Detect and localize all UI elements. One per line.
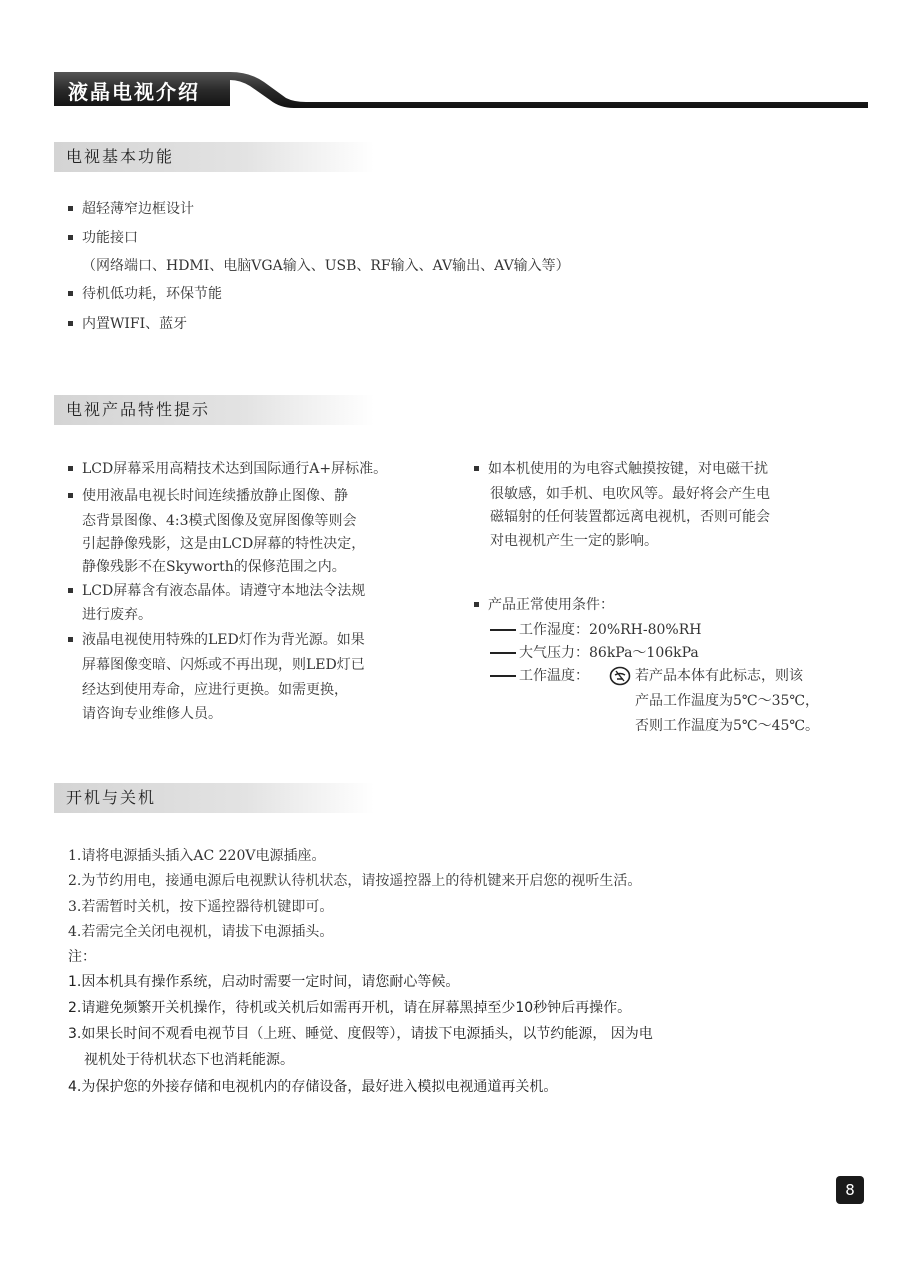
temperature-label: 工作温度：	[519, 668, 589, 684]
list-item: 待机低功耗，环保节能	[82, 283, 222, 303]
conditions-title: 产品正常使用条件：	[488, 594, 614, 614]
section-heading-power: 开机与关机	[54, 783, 374, 813]
feature-item-line: 引起静像残影，这是由LCD屏幕的特性决定，	[82, 536, 366, 552]
power-step: 2.为节约用电，接通电源后电视默认待机状态，请按遥控器上的待机键来开启您的视听生活。	[68, 873, 642, 889]
list-item: 功能接口	[82, 227, 138, 247]
list-item-detail: （网络端口、HDMI、电脑VGA输入、USB、RF输入、AV输出、AV输入等）	[82, 258, 570, 274]
power-step: 4.若需完全关闭电视机，请拔下电源插头。	[68, 924, 334, 940]
feature-item-line: 对电视机产生一定的影响。	[490, 533, 658, 549]
feature-item-line: 进行废弃。	[82, 607, 152, 623]
feature-item-line: 经达到使用寿命，应进行更换。如需更换，	[82, 682, 348, 698]
condition-temperature	[490, 665, 589, 685]
power-step: 1.请将电源插头插入AC 220V电源插座。	[68, 848, 326, 864]
note-item-continued: 视机处于待机状态下也消耗能源。	[84, 1052, 294, 1068]
note-item: 2.请避免频繁开关机操作，待机或关机后如需再开机，请在屏幕黑掉至少10秒钟后再操作。	[68, 1000, 632, 1016]
note-item: 3.如果长时间不观看电视节目（上班、睡觉、度假等），请拔下电源插头，以节约能源， 因为电	[68, 1026, 653, 1042]
page-header	[54, 70, 868, 110]
feature-item-line: 很敏感，如手机、电吹风等。最好将会产生电	[490, 486, 770, 502]
pressure-text: 大气压力：86kPa～106kPa	[519, 645, 699, 661]
list-item: 超轻薄窄边框设计	[82, 198, 194, 218]
list-item: 内置WIFI、蓝牙	[82, 313, 187, 333]
feature-item: 液晶电视使用特殊的LED灯作为背光源。如果	[82, 629, 365, 649]
dash-mark	[490, 629, 516, 631]
page-number: 8	[836, 1176, 864, 1204]
section-heading-features: 电视产品特性提示	[54, 395, 374, 425]
note-item: 1.因本机具有操作系统，启动时需要一定时间，请您耐心等候。	[68, 974, 460, 990]
page-title: 液晶电视介绍	[68, 80, 200, 104]
temperature-line: 产品工作温度为5℃～35℃，	[635, 693, 820, 709]
feature-item: 使用液晶电视长时间连续播放静止图像、静	[82, 485, 348, 505]
feature-item-line: 静像残影不在Skyworth的保修范围之内。	[82, 559, 346, 575]
feature-item-line: 态背景图像、4:3模式图像及宽屏图像等则会	[82, 513, 357, 529]
temperature-line: 否则工作温度为5℃～45℃。	[635, 718, 820, 734]
feature-item: 如本机使用的为电容式触摸按键，对电磁干扰	[488, 458, 768, 478]
feature-item: LCD屏幕采用高精技术达到国际通行A+屏标准。	[82, 458, 387, 478]
section-heading-basic: 电视基本功能	[54, 142, 374, 172]
feature-item-line: 屏幕图像变暗、闪烁或不再出现，则LED灯已	[82, 657, 365, 673]
feature-item: LCD屏幕含有液态晶体。请遵守本地法令法规	[82, 580, 365, 600]
feature-item-line: 磁辐射的任何装置都远离电视机，否则可能会	[490, 509, 770, 525]
temperature-line: 若产品本体有此标志，则该	[635, 668, 803, 684]
temperature-symbol-icon	[609, 666, 631, 686]
note-item: 4.为保护您的外接存储和电视机内的存储设备，最好进入模拟电视通道再关机。	[68, 1079, 558, 1095]
dash-mark	[490, 652, 516, 654]
condition-humidity	[490, 619, 701, 639]
dash-mark	[490, 675, 516, 677]
power-step: 3.若需暂时关机，按下遥控器待机键即可。	[68, 899, 334, 915]
note-label: 注：	[68, 949, 96, 965]
humidity-text: 工作湿度：20%RH-80%RH	[519, 622, 702, 638]
feature-item-line: 请咨询专业维修人员。	[82, 706, 222, 722]
condition-pressure	[490, 642, 699, 662]
